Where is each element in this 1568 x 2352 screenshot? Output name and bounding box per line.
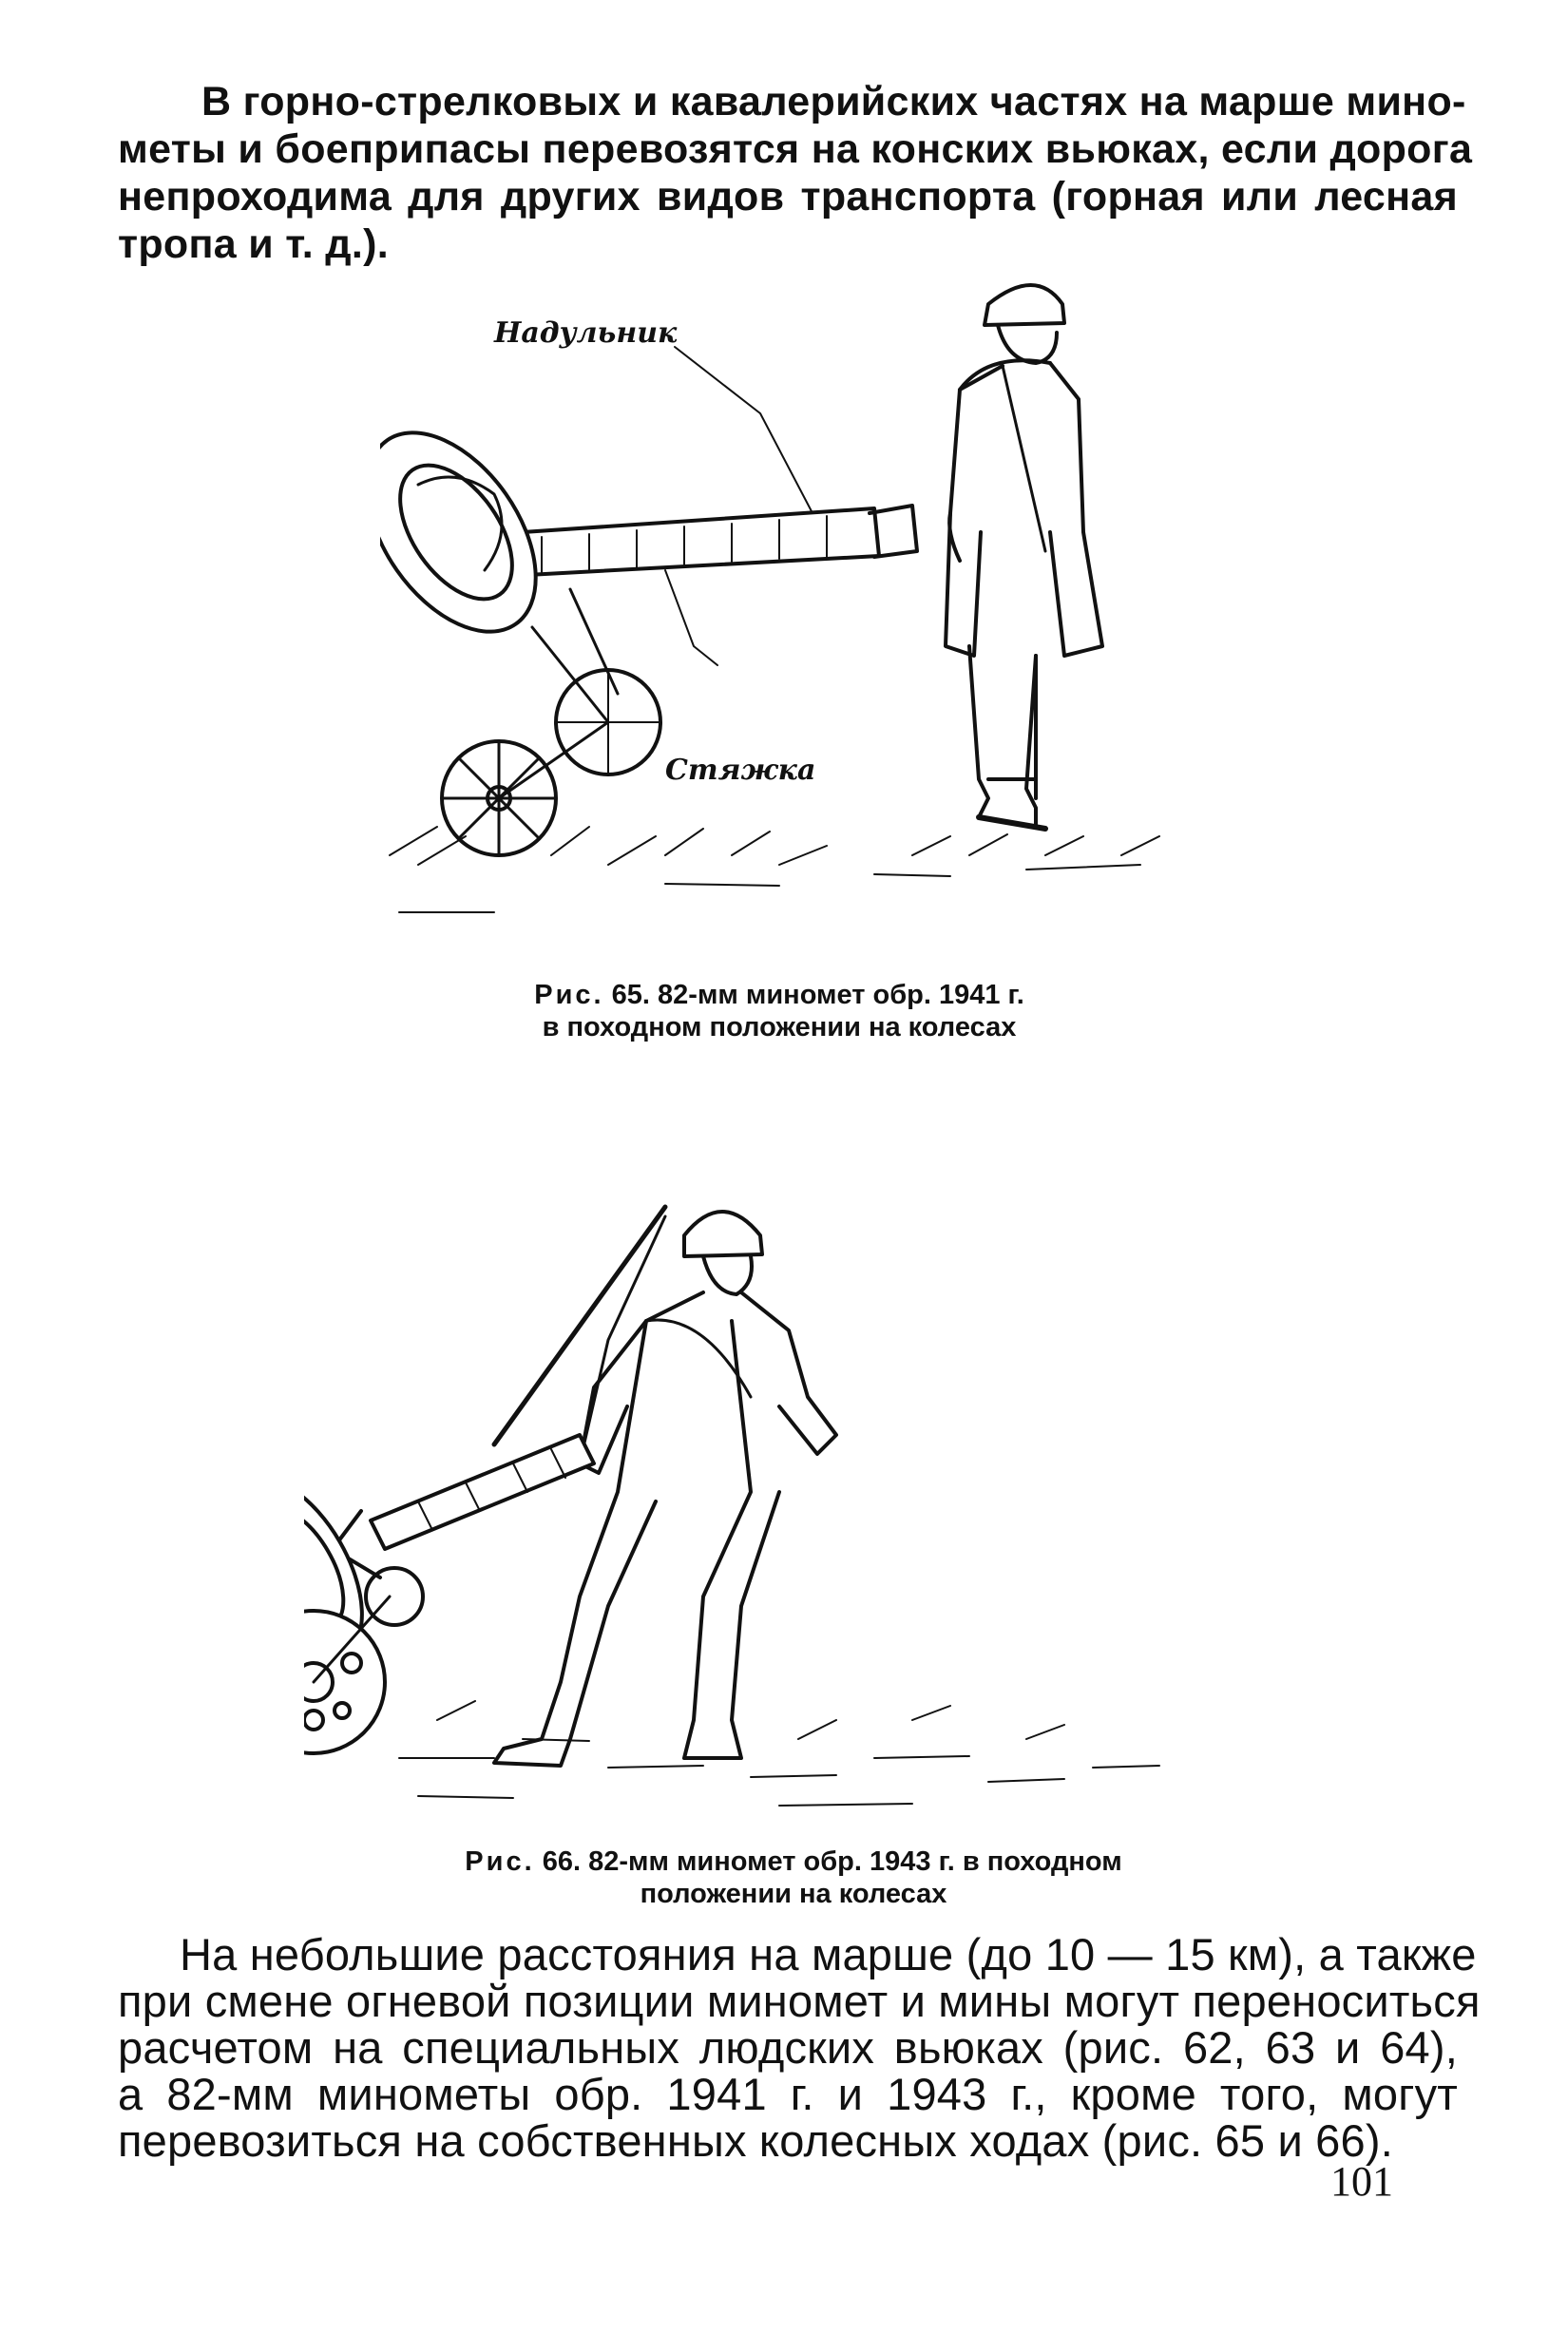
caption-line <box>342 1845 1245 1878</box>
closing-paragraph <box>118 1929 1481 2166</box>
tie-rod-label: Стяжка <box>665 754 816 787</box>
figure-66-illustration <box>304 1150 1235 1815</box>
ground-hatching <box>399 1701 1159 1806</box>
mortar-1943-drawing <box>304 1150 1235 1815</box>
caption-line: положении на колесах <box>640 1879 947 1909</box>
caption-line <box>409 979 1150 1011</box>
mortar-barrel <box>333 1435 594 1578</box>
outro-line: перевозиться на собственных колесных ходах (рис. 65 и 66). <box>118 2115 1393 2166</box>
mortar-1941-drawing <box>380 247 1197 969</box>
outro-line: а 82-мм минометы обр. 1941 г. и 1943 г., кроме того, могут <box>118 2069 1458 2119</box>
walking-soldier <box>494 1212 836 1766</box>
mortar-barrel <box>523 506 917 575</box>
caption-prefix: Рис. <box>534 980 604 1010</box>
page-number: 101 <box>1330 2158 1393 2205</box>
intro-line: тропа и т. д.). <box>118 221 389 267</box>
muzzle-cover-label: Надульник <box>494 316 678 350</box>
outro-line: На небольшие расстояния на марше (до 10 — 15 км), а также <box>180 1929 1477 1979</box>
caption-text: 66. 82-мм миномет обр. 1943 г. в походном <box>542 1846 1122 1877</box>
figure-66-caption <box>342 1845 1245 1910</box>
intro-line: меты и боеприпасы перевозятся на конских вьюках, если дорога <box>118 126 1473 172</box>
caption-prefix: Рис. <box>465 1846 535 1877</box>
caption-line: в походном положении на колесах <box>542 1012 1017 1042</box>
intro-line: непроходима для других видов транспорта (горная или лесная <box>118 174 1458 220</box>
outro-line: при смене огневой позиции миномет и мины могут переноситься <box>118 1976 1481 2026</box>
caption-text: 65. 82-мм миномет обр. 1941 г. <box>611 980 1024 1010</box>
outro-line: расчетом на специальных людских вьюках (рис. 62, 63 и 64), <box>118 2022 1458 2073</box>
figure-65-illustration <box>380 247 1197 969</box>
figure-65-caption <box>409 979 1150 1043</box>
rifle <box>494 1207 665 1444</box>
intro-line: В горно-стрелковых и кавалерийских частях на марше мино- <box>201 79 1466 124</box>
intro-paragraph <box>118 78 1473 268</box>
standing-soldier <box>946 285 1102 829</box>
